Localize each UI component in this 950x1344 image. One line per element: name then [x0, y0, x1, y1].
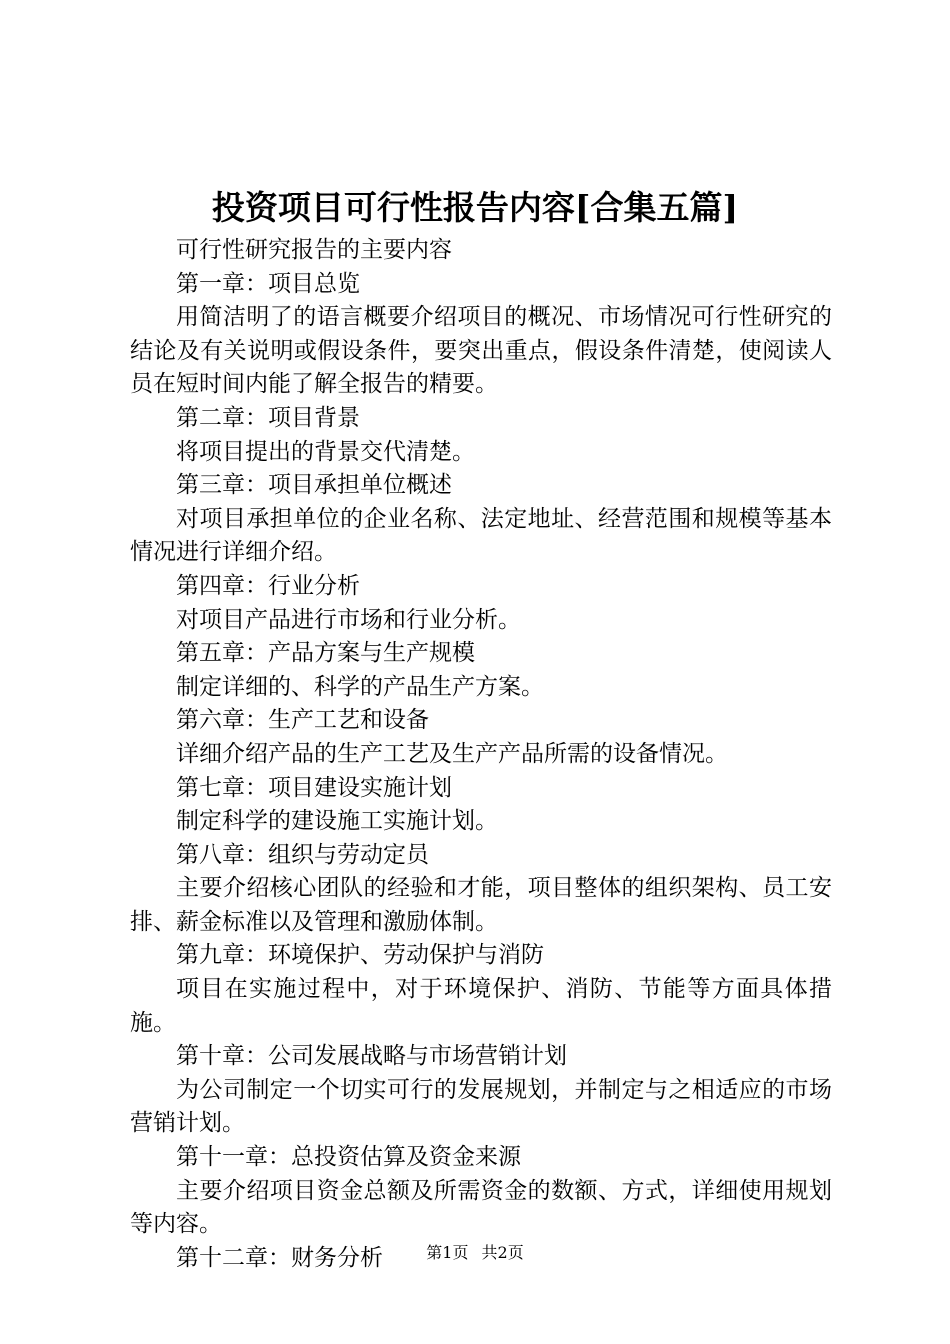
paragraph: 制定科学的建设施工实施计划。 — [176, 808, 498, 835]
chapter-heading: 第八章：组织与劳动定员 — [176, 841, 429, 868]
chapter-heading: 第七章：项目建设实施计划 — [176, 774, 452, 801]
document-title: 投资项目可行性报告内容[合集五篇] — [211, 188, 739, 227]
chapter-heading: 第二章：项目背景 — [176, 404, 360, 431]
chapter-heading: 第一章：项目总览 — [176, 270, 360, 297]
chapter-heading: 第九章：环境保护、劳动保护与消防 — [176, 942, 544, 969]
paragraph: 项目在实施过程中，对于环境保护、消防、节能等方面具体措施。 — [130, 976, 832, 1036]
chapter-heading: 第六章：生产工艺和设备 — [176, 707, 429, 734]
paragraph: 详细介绍产品的生产工艺及生产产品所需的设备情况。 — [176, 740, 728, 767]
paragraph: 将项目提出的背景交代清楚。 — [176, 438, 475, 465]
paragraph: 可行性研究报告的主要内容 — [176, 237, 452, 263]
page-footer — [0, 1241, 950, 1265]
paragraph: 为公司制定一个切实可行的发展规划，并制定与之相适应的市场营销计划。 — [130, 1076, 832, 1137]
paragraph: 对项目承担单位的企业名称、法定地址、经营范围和规模等基本情况进行详细介绍。 — [130, 505, 832, 566]
paragraph: 对项目产品进行市场和行业分析。 — [176, 606, 521, 633]
chapter-heading: 第十一章：总投资估算及资金来源 — [176, 1144, 521, 1171]
chapter-heading: 第十章：公司发展战略与市场营销计划 — [176, 1043, 567, 1070]
chapter-heading: 第三章：项目承担单位概述 — [176, 472, 452, 499]
chapter-heading: 第四章：行业分析 — [176, 572, 360, 599]
paragraph: 制定详细的、科学的产品生产方案。 — [176, 673, 544, 700]
page-number: 第1页 — [426, 1243, 469, 1262]
chapter-heading: 第十二章：财务分析 — [176, 1244, 383, 1271]
page-total: 共2页 — [481, 1243, 524, 1262]
paragraph: 用简洁明了的语言概要介绍项目的概况、市场情况可行性研究的结论及有关说明或假设条件，要突出重点，假设条件清楚，使阅读人员在短时间内能了解全报告的精要。 — [130, 304, 832, 398]
paragraph: 主要介绍项目资金总额及所需资金的数额、方式，详细使用规划等内容。 — [130, 1177, 832, 1238]
paragraph: 主要介绍核心团队的经验和才能，项目整体的组织架构、员工安排、薪金标准以及管理和激励体制。 — [130, 875, 832, 935]
chapter-heading: 第五章：产品方案与生产规模 — [176, 640, 475, 667]
document-body — [130, 234, 832, 1275]
